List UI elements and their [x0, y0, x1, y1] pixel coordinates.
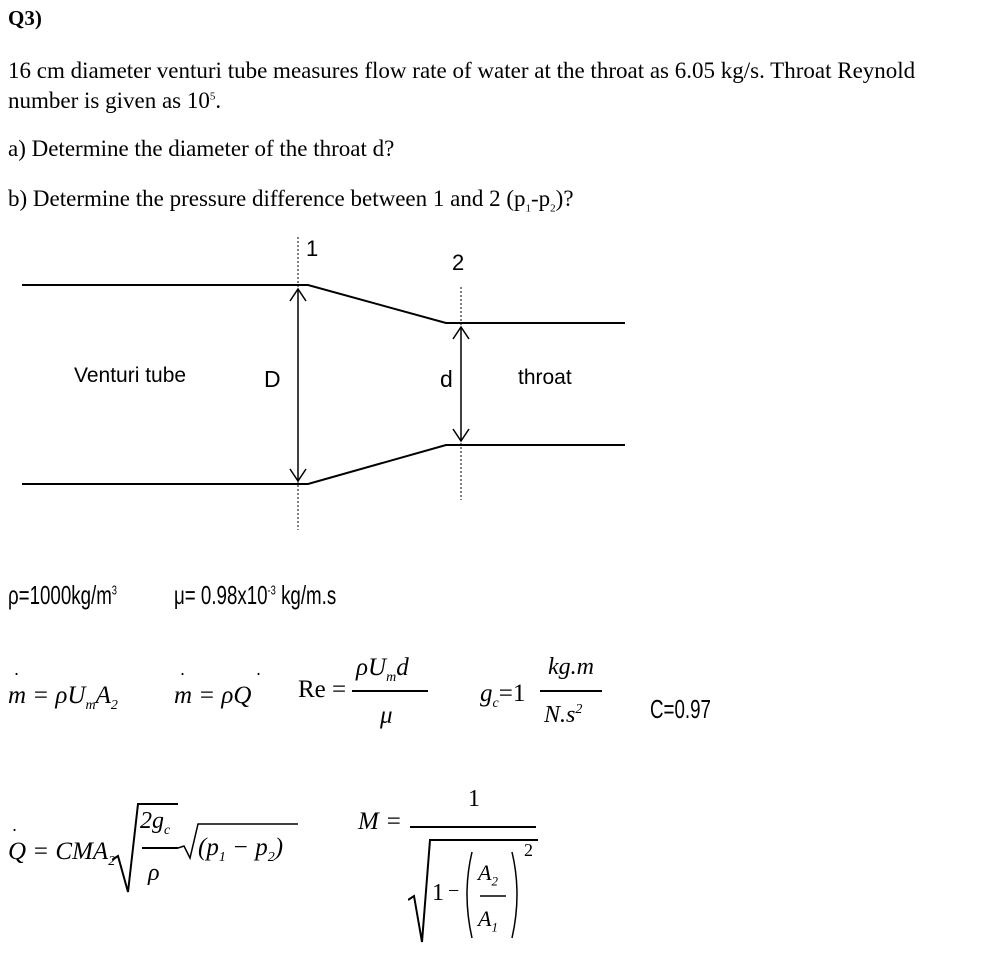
viscosity-exp: -3 — [267, 582, 276, 598]
mass-flow-2-text: m = ρQ — [174, 682, 252, 709]
viscosity-text: μ= 0.98x10 — [174, 580, 268, 610]
reynolds-num-tail: d — [396, 654, 409, 681]
m-fraction-bar — [410, 826, 536, 828]
q-diff-mid: − p — [225, 834, 268, 861]
gc-den-exp: 2 — [575, 702, 583, 717]
q-sqrt-numerator — [140, 808, 170, 839]
reynolds-numerator — [356, 654, 409, 686]
reynolds-denominator: μ — [380, 702, 393, 729]
viscosity-value — [174, 580, 336, 611]
venturi-bottom-wall — [22, 445, 625, 484]
q-diff-sub2: 2 — [267, 850, 275, 865]
q-sqrt-num-sub: c — [164, 822, 171, 838]
q-pressure-diff — [198, 834, 283, 866]
density-exp: 3 — [111, 582, 118, 598]
venturi-top-wall — [22, 285, 625, 323]
gc-denominator — [544, 702, 582, 729]
gc-lhs-text: g — [480, 680, 493, 707]
mass-flow-1-sub: m — [85, 698, 96, 713]
density-text: ρ=1000kg/m — [8, 580, 112, 610]
q-sqrt-num-text: 2g — [140, 808, 164, 834]
m-numerator: 1 — [468, 786, 480, 812]
reynolds-fraction-bar — [352, 690, 428, 692]
mass-flow-1-tail-sub: 2 — [110, 698, 118, 713]
part-b-prefix: b) Determine the pressure difference between 1 and 2 (p — [8, 186, 526, 211]
mass-flow-formula-2: · · m = ρQ — [174, 664, 261, 709]
m-minus: − — [448, 880, 460, 902]
gc-den-text: N.s — [544, 702, 576, 728]
q-formula-lhs: · $Q = CMA_2$ — [8, 820, 116, 869]
part-b-sub1: 1 — [525, 202, 531, 215]
gc-lhs-sub: c — [492, 696, 499, 711]
part-b — [8, 186, 574, 215]
discharge-coefficient: C=0.97 — [650, 694, 711, 724]
part-b-suffix: )? — [555, 186, 574, 211]
m-frac-den-sub: 1 — [491, 919, 498, 935]
m-frac-num-sub: 2 — [491, 873, 498, 889]
reynolds-num-sub: m — [386, 670, 397, 685]
question-text-line2-prefix: number is given as 10 — [8, 88, 210, 113]
throat-label: throat — [518, 366, 572, 389]
q-lhs-text: Q = CMA — [8, 838, 109, 865]
mass-flow-1-text: m = ρU — [8, 682, 86, 709]
q-diff-open: (p — [198, 834, 219, 861]
q-lhs-sub: 2 — [108, 854, 116, 869]
part-b-sub2: 2 — [550, 202, 556, 215]
mass-flow-1-tail: A — [95, 682, 111, 709]
m-frac-denominator — [478, 906, 498, 935]
reynolds-num-text: ρU — [356, 654, 387, 681]
section-2-label: 2 — [452, 250, 465, 275]
density-value — [8, 580, 117, 611]
question-text-line2 — [8, 88, 221, 114]
question-label: Q3) — [8, 6, 42, 30]
q-sqrt-denominator: ρ — [148, 860, 160, 886]
gc-eq: =1 — [498, 680, 526, 707]
big-diameter-label: D — [264, 366, 281, 392]
q-diff-sub1: 1 — [218, 850, 226, 865]
gc-numerator: kg.m — [548, 654, 594, 680]
venturi-tube-label: Venturi tube — [74, 364, 187, 387]
m-exponent: 2 — [524, 840, 533, 860]
q-diff-end: ) — [274, 834, 284, 861]
viscosity-unit: kg/m.s — [275, 580, 337, 610]
mass-flow-formula-1: · $m = \rho U_mA_2$ — [8, 664, 118, 713]
m-lhs: M = — [358, 808, 402, 835]
m-frac-den-text: A — [478, 906, 492, 931]
question-exponent: 5 — [209, 90, 216, 103]
reynolds-lhs: Re = — [298, 676, 347, 703]
m-one: 1 — [432, 880, 444, 906]
part-b-mid: -p — [531, 186, 551, 211]
small-diameter-label: d — [440, 366, 453, 392]
m-frac-numerator — [478, 860, 498, 889]
gc-fraction-bar — [540, 690, 602, 692]
m-frac-num-text: A — [478, 860, 492, 885]
question-text-line2-suffix: . — [215, 88, 222, 113]
question-text-line1: 16 cm diameter venturi tube measures flow rate of water at the throat as 6.05 kg/s. Throat Reynold — [8, 58, 916, 83]
gc-lhs — [480, 680, 525, 712]
part-a: a) Determine the diameter of the throat d? — [8, 136, 395, 161]
section-1-label: 1 — [306, 236, 319, 261]
